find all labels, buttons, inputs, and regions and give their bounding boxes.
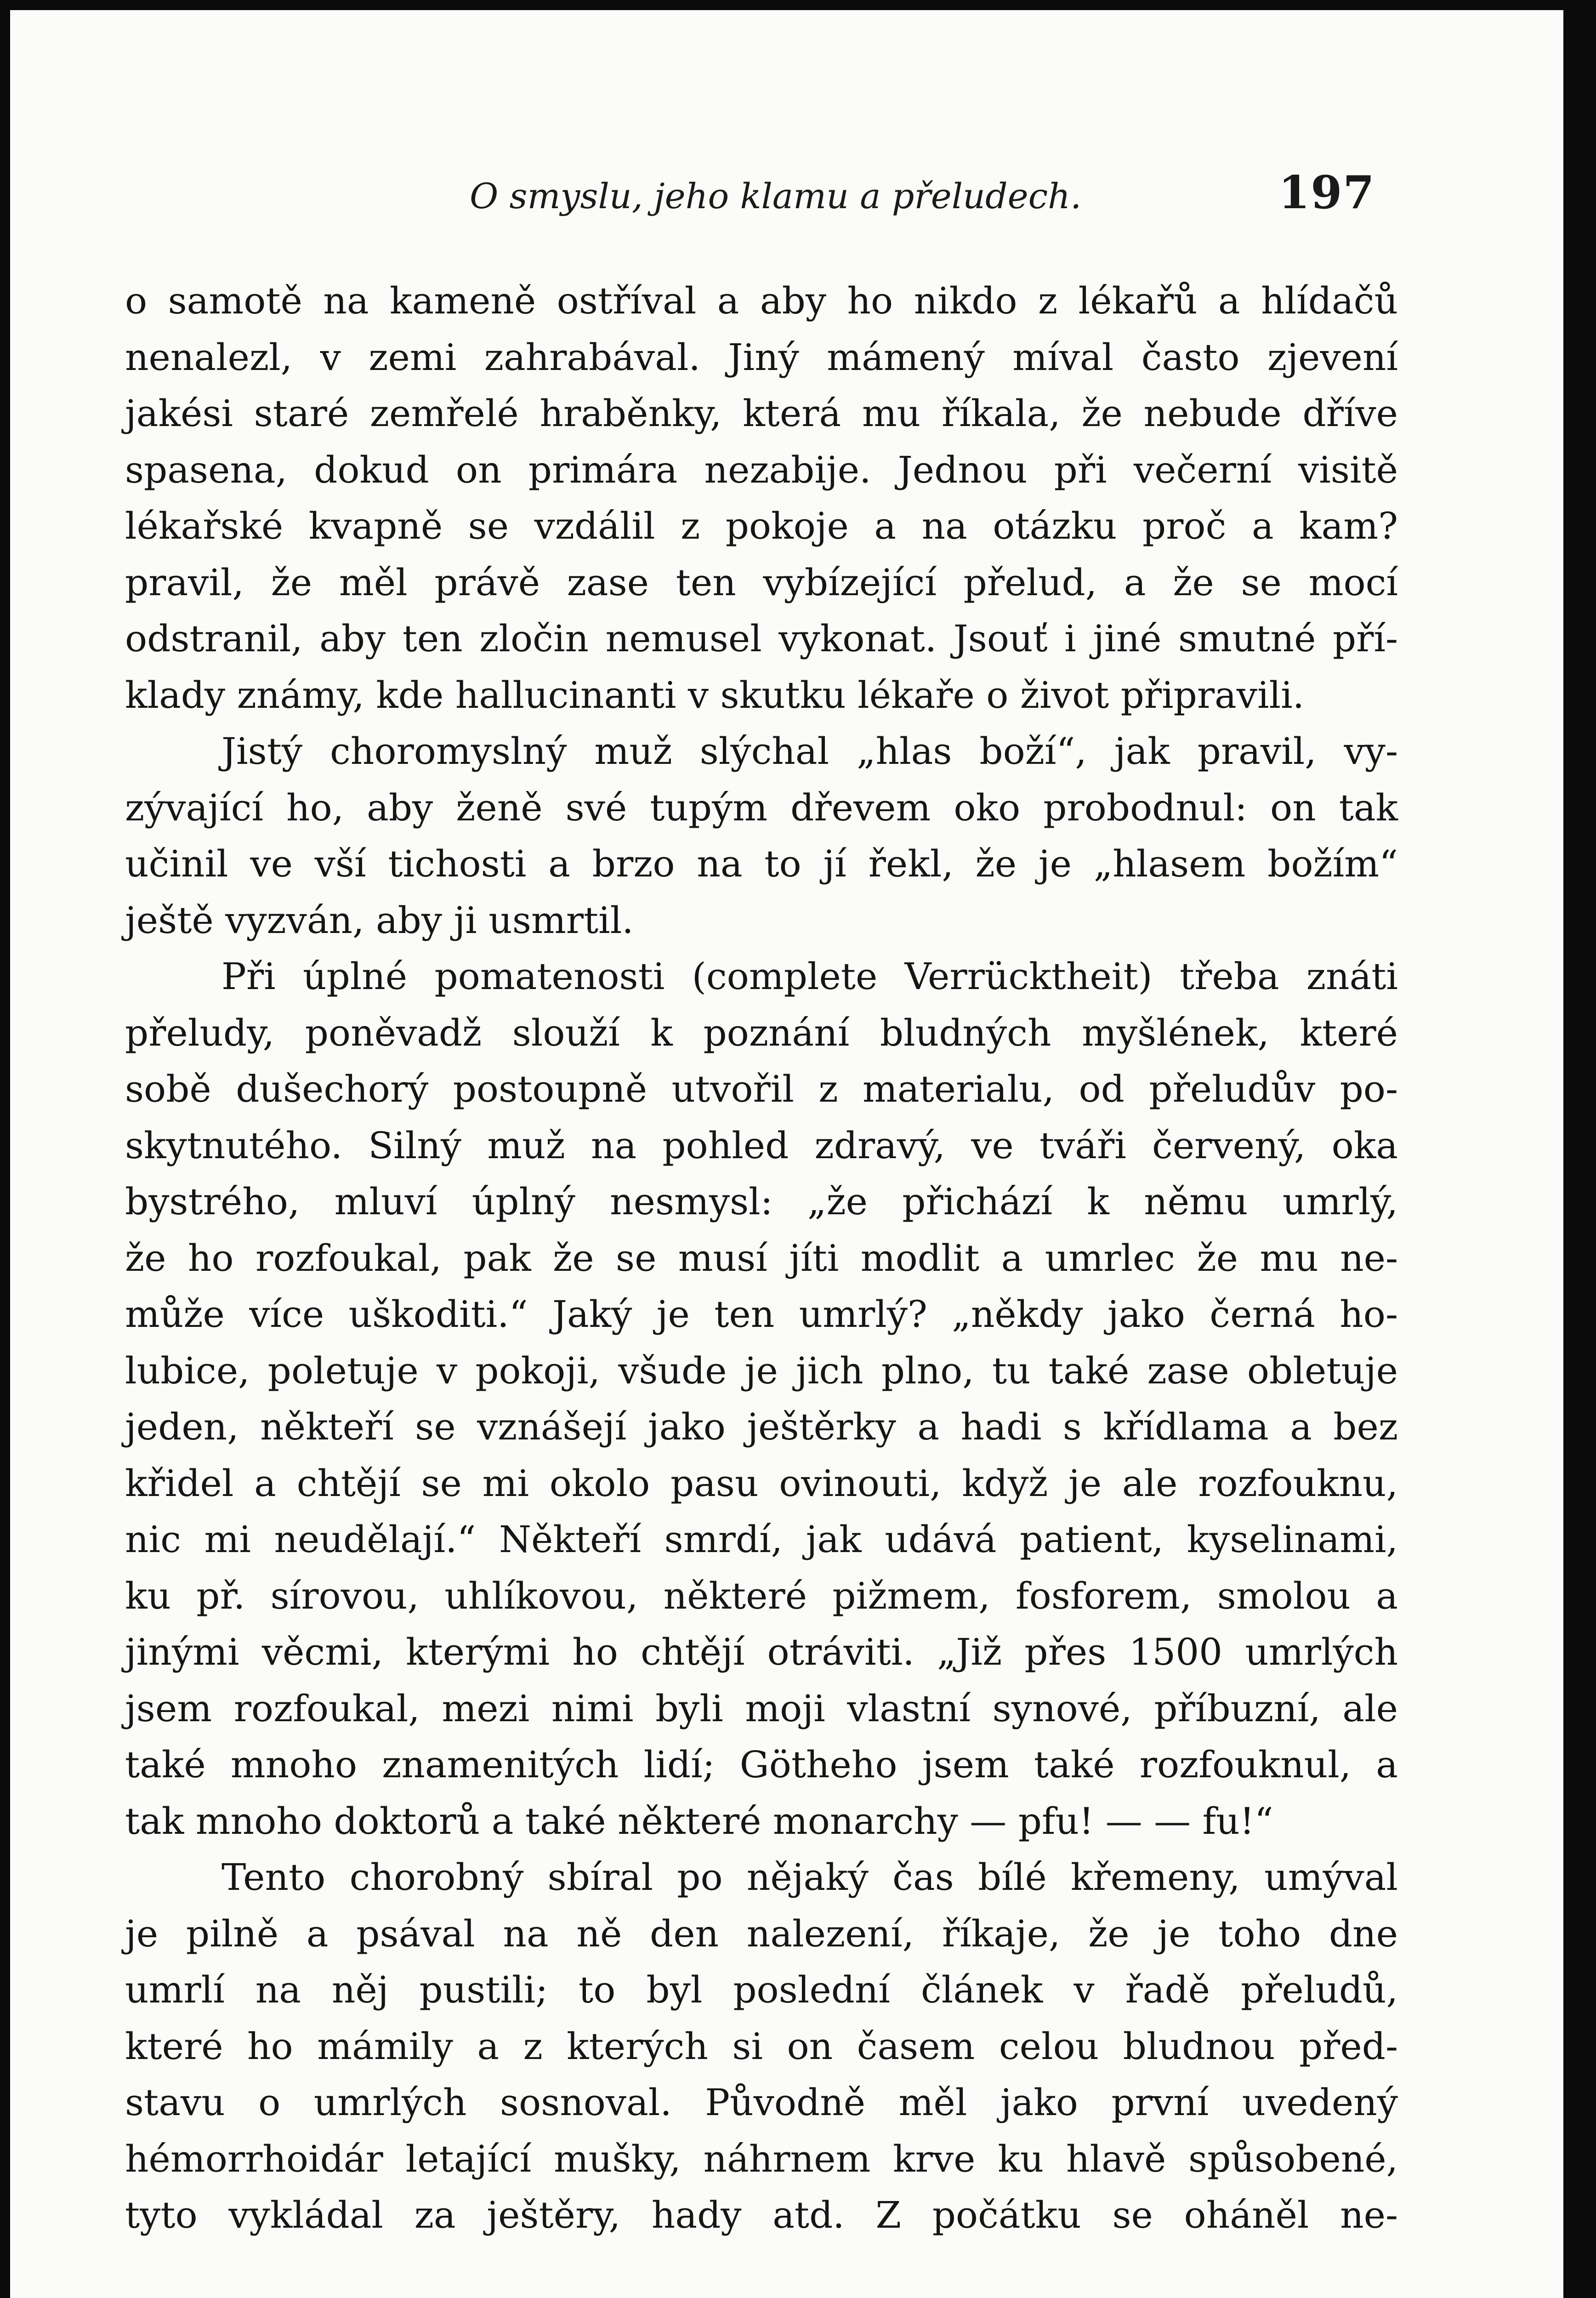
text-line: umrlí na něj pustili; to byl poslední článek v řadě přeludů, bbox=[125, 1968, 1398, 2011]
text-line: křidel a chtějí se mi okolo pasu ovinouti, když je ale rozfouknu, bbox=[125, 1462, 1398, 1505]
text-line: je pilně a psával na ně den nalezení, říkaje, že je toho dne bbox=[125, 1912, 1398, 1955]
text-line: jinými věcmi, kterými ho chtějí otráviti. „Již přes 1500 umrlých bbox=[125, 1631, 1398, 1673]
text-line: ještě vyzván, aby ji usmrtil. bbox=[125, 899, 634, 942]
page-number: 197 bbox=[1278, 166, 1375, 219]
text-line: jsem rozfoukal, mezi nimi byli moji vlastní synové, příbuzní, ale bbox=[125, 1687, 1398, 1730]
text-line: pravil, že měl právě zase ten vybízející přelud, a že se mocí bbox=[125, 561, 1398, 604]
text-line: klady známy, kde hallucinanti v skutku lékaře o život připravili. bbox=[125, 673, 1305, 717]
text-line: bystrého, mluví úplný nesmysl: „že přichází k němu umrlý, bbox=[125, 1180, 1398, 1223]
text-line: o samotě na kameně ostříval a aby ho nikdo z lékařů a hlídačů bbox=[125, 279, 1398, 322]
text-line: Tento chorobný sbíral po nějaký čas bílé křemeny, umýval bbox=[222, 1856, 1398, 1899]
text-line: skytnutého. Silný muž na pohled zdravý, ve tváři červený, oka bbox=[125, 1124, 1398, 1167]
text-line: jeden, někteří se vznášejí jako ještěrky a hadi s křídlama a bez bbox=[125, 1405, 1398, 1448]
text-line: odstranil, aby ten zločin nemusel vykonat. Jsouť i jiné smutné pří- bbox=[125, 617, 1398, 660]
text-line: které ho mámily a z kterých si on časem celou bludnou před- bbox=[125, 2025, 1398, 2068]
text-line: hémorrhoidár letající mušky, náhrnem krve ku hlavě spůsobené, bbox=[125, 2137, 1398, 2180]
text-line: sobě dušechorý postoupně utvořil z materialu, od přeludův po- bbox=[125, 1068, 1398, 1110]
text-line: Při úplné pomatenosti (complete Verrücktheit) třeba znáti bbox=[222, 955, 1398, 998]
text-line: lékařské kvapně se vzdálil z pokoje a na otázku proč a kam? bbox=[125, 505, 1398, 547]
text-line: ku př. sírovou, uhlíkovou, některé pižmem, fosforem, smolou a bbox=[125, 1574, 1398, 1617]
body-text bbox=[125, 273, 1398, 2244]
text-line: Jistý choromyslný muž slýchal „hlas boží“, jak pravil, vy- bbox=[222, 730, 1398, 773]
running-title: O smyslu, jeho klamu a přeludech. bbox=[470, 176, 1082, 216]
book-page bbox=[10, 10, 1563, 2298]
text-line: jakési staré zemřelé hraběnky, která mu říkala, že nebude dříve bbox=[125, 392, 1398, 435]
text-line: také mnoho znamenitých lidí; Götheho jsem také rozfouknul, a bbox=[125, 1743, 1398, 1786]
text-line: může více uškoditi.“ Jaký je ten umrlý? „někdy jako černá ho- bbox=[125, 1293, 1398, 1336]
text-line: tyto vykládal za ještěry, hady atd. Z počátku se oháněl ne- bbox=[125, 2194, 1398, 2236]
page-header bbox=[10, 162, 1563, 240]
text-line: spasena, dokud on primára nezabije. Jednou při večerní visitě bbox=[125, 448, 1398, 491]
text-line: učinil ve vší tichosti a brzo na to jí řekl, že je „hlasem božím“ bbox=[125, 842, 1398, 885]
text-line: zývající ho, aby ženě své tupým dřevem oko probodnul: on tak bbox=[125, 786, 1398, 829]
text-line: stavu o umrlých sosnoval. Původně měl jako první uvedený bbox=[125, 2081, 1398, 2124]
text-line: že ho rozfoukal, pak že se musí jíti modlit a umrlec že mu ne- bbox=[125, 1236, 1398, 1280]
text-line: nenalezl, v zemi zahrabával. Jiný mámený míval často zjevení bbox=[125, 336, 1398, 379]
text-line: tak mnoho doktorů a také některé monarchy — pfu! — — fu!“ bbox=[125, 1799, 1273, 1843]
text-line: nic mi neudělají.“ Někteří smrdí, jak udává patient, kyselinami, bbox=[125, 1518, 1398, 1561]
text-line: přeludy, poněvadž slouží k poznání bludných myšlének, které bbox=[125, 1011, 1398, 1054]
text-line: lubice, poletuje v pokoji, všude je jich plno, tu také zase obletuje bbox=[125, 1349, 1398, 1392]
